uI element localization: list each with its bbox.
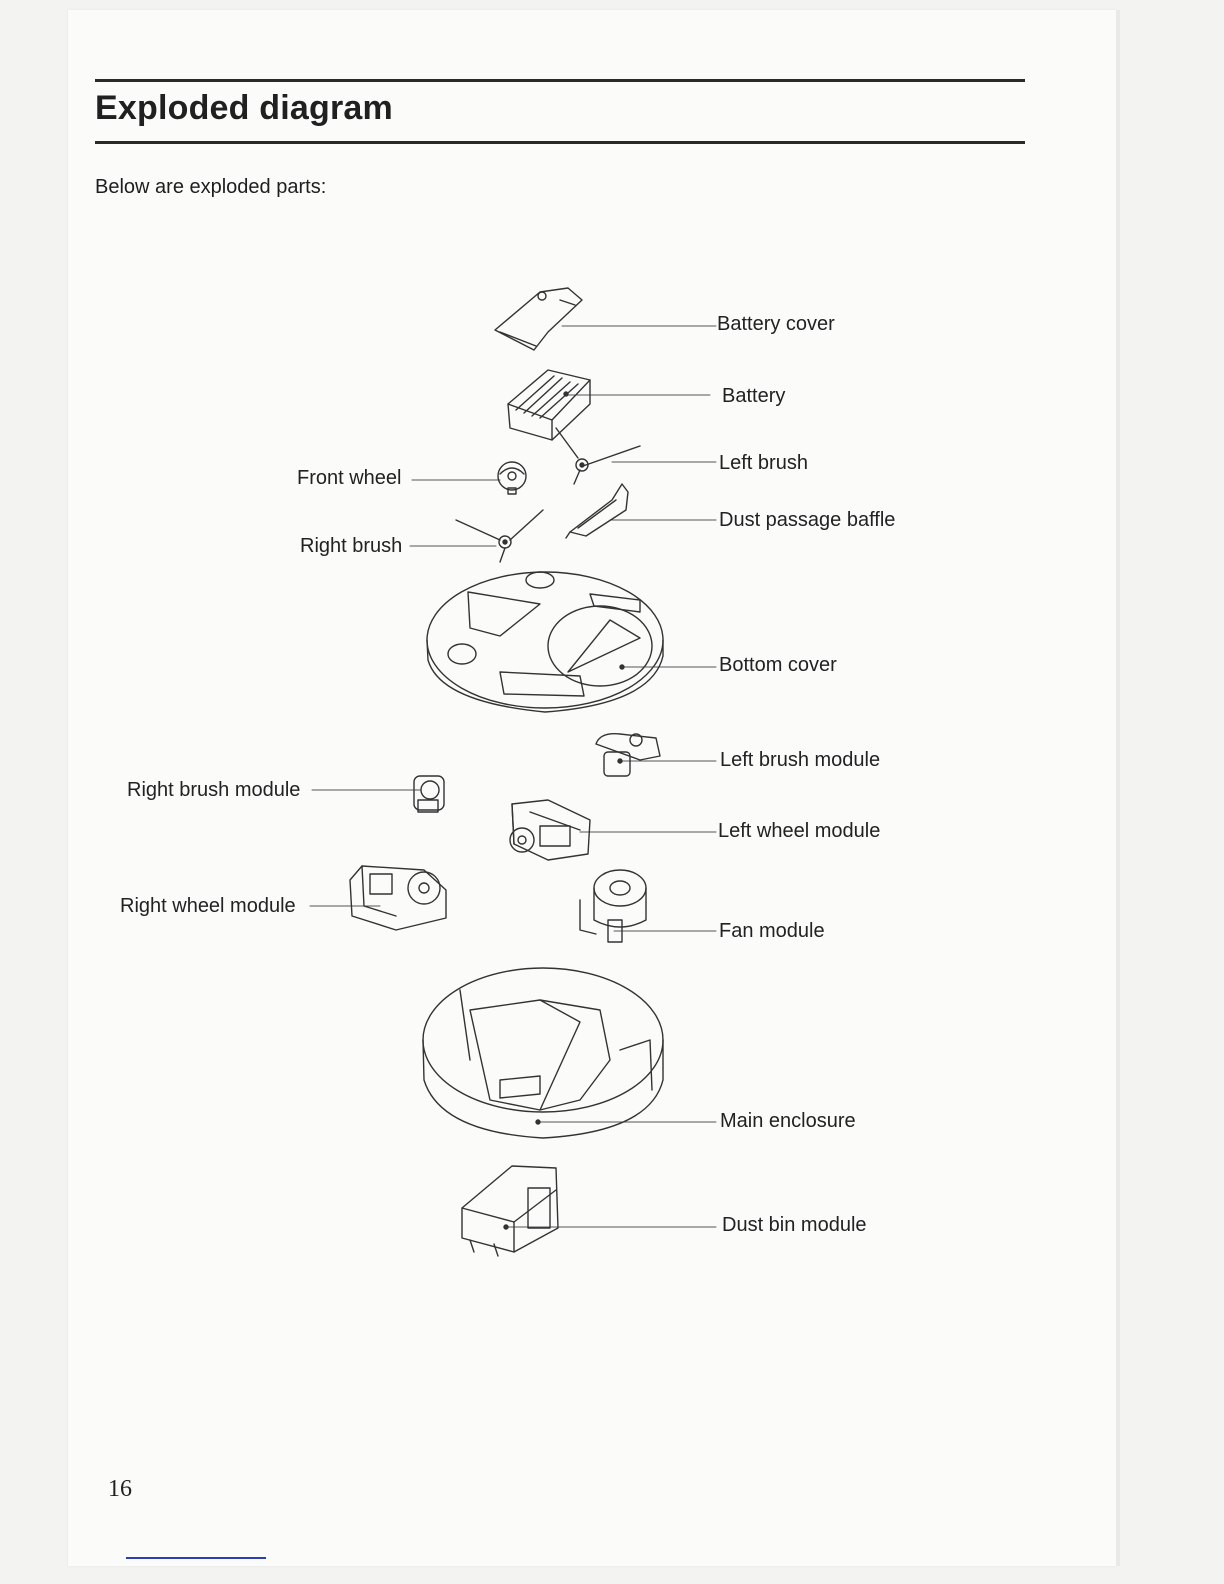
label-dust-passage-baffle: Dust passage baffle	[719, 509, 896, 531]
label-left-wheel-module: Left wheel module	[718, 820, 881, 842]
label-left-brush-module: Left brush module	[720, 749, 881, 771]
left-brush-icon	[556, 428, 640, 484]
label-left-brush: Left brush	[719, 452, 808, 474]
left-brush-module-icon	[596, 734, 660, 776]
left-wheel-module-icon	[510, 800, 590, 860]
label-dust-bin-module: Dust bin module	[722, 1214, 867, 1236]
label-battery: Battery	[722, 385, 786, 407]
page-number: 16	[108, 1476, 132, 1502]
label-fan-module: Fan module	[719, 920, 825, 942]
footer-link-underline	[126, 1557, 266, 1559]
bottom-cover-icon	[427, 572, 663, 712]
label-battery-cover: Battery cover	[717, 313, 835, 335]
leader-lines	[310, 326, 716, 1227]
label-front-wheel: Front wheel	[297, 467, 402, 489]
right-wheel-module-icon	[350, 866, 446, 930]
label-right-brush: Right brush	[300, 535, 403, 557]
battery-icon	[508, 370, 590, 440]
front-wheel-icon	[498, 462, 526, 494]
dust-passage-baffle-icon	[566, 484, 628, 538]
label-bottom-cover: Bottom cover	[719, 654, 837, 676]
battery-cover-icon	[495, 288, 582, 350]
label-right-brush-module: Right brush module	[127, 779, 301, 801]
label-right-wheel-module: Right wheel module	[120, 895, 296, 917]
page-title: Exploded diagram	[95, 89, 393, 127]
right-brush-module-icon	[414, 776, 444, 812]
dust-bin-module-icon	[462, 1166, 558, 1256]
intro-text: Below are exploded parts:	[95, 176, 327, 198]
label-main-enclosure: Main enclosure	[720, 1110, 856, 1132]
main-enclosure-icon	[423, 968, 663, 1138]
right-brush-icon	[456, 510, 543, 562]
